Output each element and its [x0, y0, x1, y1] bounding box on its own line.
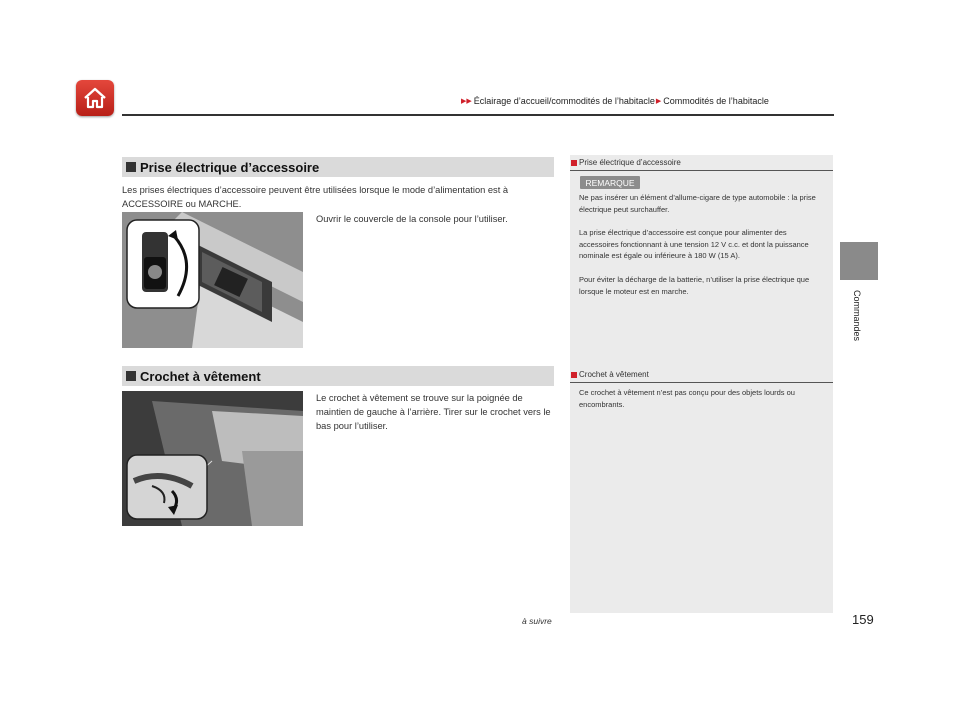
- section-title: Crochet à vêtement: [140, 368, 261, 384]
- breadcrumb-arrow-icon: ▶: [655, 98, 662, 105]
- section-marker-icon: [126, 371, 136, 381]
- note-paragraph: Ne pas insérer un élément d’allume-cigare de type automobile : la prise électrique peut surchauffer.: [579, 193, 816, 214]
- page-number: 159: [852, 612, 874, 627]
- note-paragraph: Ce crochet à vêtement n’est pas conçu pour des objets lourds ou encombrants.: [579, 388, 795, 409]
- photo-caption: Ouvrir le couvercle de la console pour l’utiliser.: [316, 214, 508, 224]
- note-paragraph: Pour éviter la décharge de la batterie, n’utiliser la prise électrique que lorsque le moteur est en marche.: [579, 275, 810, 296]
- remark-badge: REMARQUE: [580, 176, 640, 189]
- section-intro: Les prises électriques d’accessoire peuvent être utilisées lorsque le mode d’alimentation est à ACCESSOIRE ou MARCHE.: [122, 185, 509, 209]
- note-paragraph: La prise électrique d’accessoire est conçue pour alimenter des accessoires fonctionnant à une tension 12 V c.c. et dont la puissance nominale est égale ou inférieure à 180 W (15 A).: [579, 228, 809, 260]
- home-button[interactable]: [76, 80, 114, 116]
- section-heading-coat-hook: [122, 366, 554, 386]
- home-icon: [82, 86, 108, 110]
- coat-hook-photo: [122, 391, 303, 526]
- note-marker-icon: [571, 372, 577, 378]
- breadcrumb-arrow-icon: ▶▶: [461, 98, 472, 105]
- note-heading: [571, 370, 649, 379]
- notes-panel: [570, 155, 833, 613]
- section-marker-icon: [126, 162, 136, 172]
- breadcrumb-item[interactable]: Éclairage d’accueil/commodités de l’habitacle: [473, 96, 655, 106]
- note-divider: [570, 382, 833, 383]
- breadcrumb-item[interactable]: Commodités de l’habitacle: [663, 96, 769, 106]
- section-heading-accessory-outlet: [122, 157, 554, 177]
- breadcrumb: [460, 96, 769, 106]
- photo-caption: Le crochet à vêtement se trouve sur la poignée de maintien de gauche à l’arrière. Tirer sur le crochet vers le bas pour l’utiliser.: [316, 393, 551, 431]
- section-title: Prise électrique d’accessoire: [140, 159, 320, 175]
- header-divider: [122, 114, 834, 116]
- continued-label: à suivre: [522, 616, 552, 626]
- note-divider: [570, 170, 833, 171]
- chapter-tab[interactable]: [840, 242, 878, 280]
- console-outlet-photo: [122, 212, 303, 348]
- note-title: Prise électrique d’accessoire: [579, 158, 681, 167]
- note-marker-icon: [571, 160, 577, 166]
- note-heading: [571, 158, 681, 167]
- note-title: Crochet à vêtement: [579, 370, 649, 379]
- chapter-tab-label: Commandes: [852, 290, 862, 342]
